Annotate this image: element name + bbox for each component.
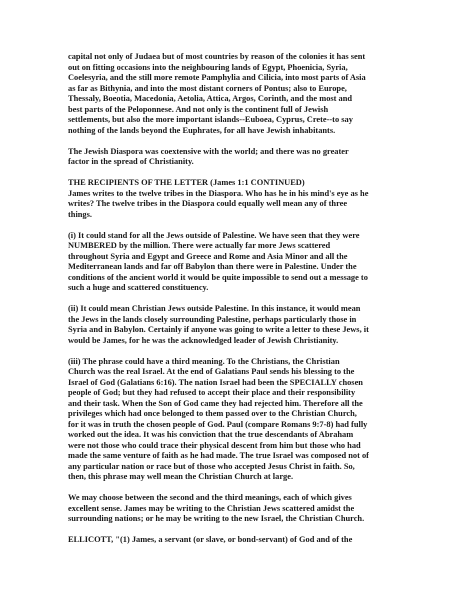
paragraph-jewish-colonies: capital not only of Judaea but of most countries by reason of the colonies it has sent out on fitting occasions into the neighbouring lands of Egypt, Phoenicia, Syria, Coelesyria, and the still more remote Pamphylia and Cilicia, into most parts of Asia as far as Bithynia, and into the most distant corners of Pontus; also to Europe, Thessaly, Boeotia, Macedonia, Aetolia, Attica, Argos, Corinth, and the most and best parts of the Peloponnese. And not only is the continent full of Jewish settlements, but also the more important islands--Euboea, Cyprus, Crete--to say nothing of the lands beyond the Euphrates, for all have Jewish inhabitants. xyxy=(68,52,366,135)
paragraph-diaspora-coextensive: The Jewish Diaspora was coextensive with the world; and there was no greater factor in the spread of Christianity. xyxy=(68,146,349,166)
paragraph-choice: We may choose between the second and the third meanings, each of which gives excellent sense. James may be writing to the Christian Jews scattered amidst the surrounding nations; or he may be writing to the new Israel, the Christian Church. xyxy=(68,493,365,523)
paragraph-meaning-three: (iii) The phrase could have a third meaning. To the Christians, the Christian Church was the real Israel. At the end of Galatians Paul sends his blessing to the Israel of God (Galatians 6:16). The nation Israel had been the SPECIALLY chosen people of God; but they had refused to accept their place and their responsibility and their task. When the Son of God came they had rejected him. Therefore all the privileges which had once belonged to them passed over to the Christian Church, for it was in truth the chosen people of God. Paul (compare Romans 9:7-8) had fully worked out the idea. It was his conviction that the true descendants of Abraham were not those who could trace their physical descent from him but those who had made the same venture of faith as he had made. The true Israel was composed not of any particular nation or race but of those who accepted Jesus Christ in faith. So, then, this phrase may well mean the Christian Church at large. xyxy=(68,356,369,481)
paragraph-meaning-two: (ii) It could mean Christian Jews outside Palestine. In this instance, it would mean the Jews in the lands closely surrounding Palestine, perhaps particularly those in Syria and in Babylon. Certainly if anyone was going to write a letter to these Jews, it would be James, for he was the acknowledged leader of Jewish Christianity. xyxy=(68,304,369,345)
paragraph-meaning-one: (i) It could stand for all the Jews outside of Palestine. We have seen that they were NUMBERED by the million. There were actually far more Jews scattered throughout Syria and Egypt and Greece and Rome and Asia Minor and all the Mediterranean lands and far off Babylon than there were in Palestine. Under the conditions of the ancient world it would be quite impossible to send out a message to such a huge and scattered constituency. xyxy=(68,230,368,292)
section-heading: THE RECIPIENTS OF THE LETTER (James 1:1 CONTINUED) xyxy=(68,178,305,187)
paragraph-ellicott: ELLICOTT, "(1) James, a servant (or slave, or bond-servant) of God and of the xyxy=(68,535,353,544)
document-page xyxy=(68,52,413,556)
paragraph-twelve-tribes: James writes to the twelve tribes in the Diaspora. Who has he in his mind's eye as he writes? The twelve tribes in the Diaspora could equally well mean any of three things. xyxy=(68,188,369,219)
